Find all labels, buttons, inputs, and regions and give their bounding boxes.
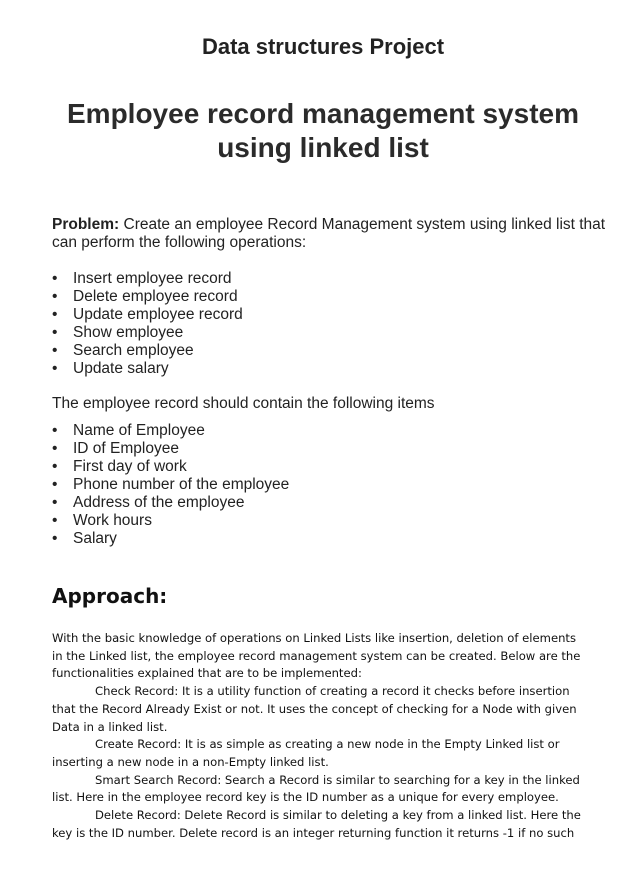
approach-paragraph: Create Record: It is as simple as creating a new node in the Empty Linked list or inserting a new node in a non-Empty linked list. <box>52 737 560 769</box>
approach-paragraph: Delete Record: Delete Record is similar to deleting a key from a linked list. Here the key is the ID number. Delete record is an integer returning function it returns -1 if no such <box>52 808 581 840</box>
approach-paragraph: With the basic knowledge of operations on Linked Lists like insertion, deletion of elements in the Linked list, the employee record management system can be created. Below are the functionalities explained that are to be implemented: <box>52 631 581 681</box>
operation-item: • Update employee record <box>52 306 243 324</box>
approach-paragraph: Check Record: It is a utility function of creating a record it checks before insertion that the Record Already Exist or not. It uses the concept of checking for a Node with given Data in a linked list. <box>52 684 577 734</box>
problem-text: Create an employee Record Management system using linked list that can perform the following operations: <box>52 216 606 251</box>
approach-paragraph: Smart Search Record: Search a Record is similar to searching for a key in the linked list. Here in the employee record key is the ID number as a unique for every employee. <box>52 772 580 805</box>
record-items-list <box>52 422 289 548</box>
operation-item: • Show employee <box>52 324 243 342</box>
problem-statement <box>52 216 612 252</box>
project-supertitle: Data structures Project <box>201 34 445 59</box>
record-item: • Name of Employee <box>52 422 289 440</box>
record-item: • Address of the employee <box>52 494 289 512</box>
approach-heading: Approach: <box>52 584 168 608</box>
record-item: • Salary <box>52 530 289 548</box>
operation-item: • Delete employee record <box>52 288 243 306</box>
record-item: • Phone number of the employee <box>52 476 289 494</box>
operations-list <box>52 270 243 378</box>
operation-item: • Update salary <box>52 360 243 378</box>
document-title: Employee record management system using linked list <box>67 98 579 163</box>
record-item: • Work hours <box>52 512 289 530</box>
record-item: • First day of work <box>52 458 289 476</box>
record-intro: The employee record should contain the following items <box>52 395 435 412</box>
operation-item: • Insert employee record <box>52 270 243 288</box>
approach-body <box>52 630 587 842</box>
problem-label: Problem: <box>52 216 120 233</box>
record-item: • ID of Employee <box>52 440 289 458</box>
operation-item: • Search employee <box>52 342 243 360</box>
